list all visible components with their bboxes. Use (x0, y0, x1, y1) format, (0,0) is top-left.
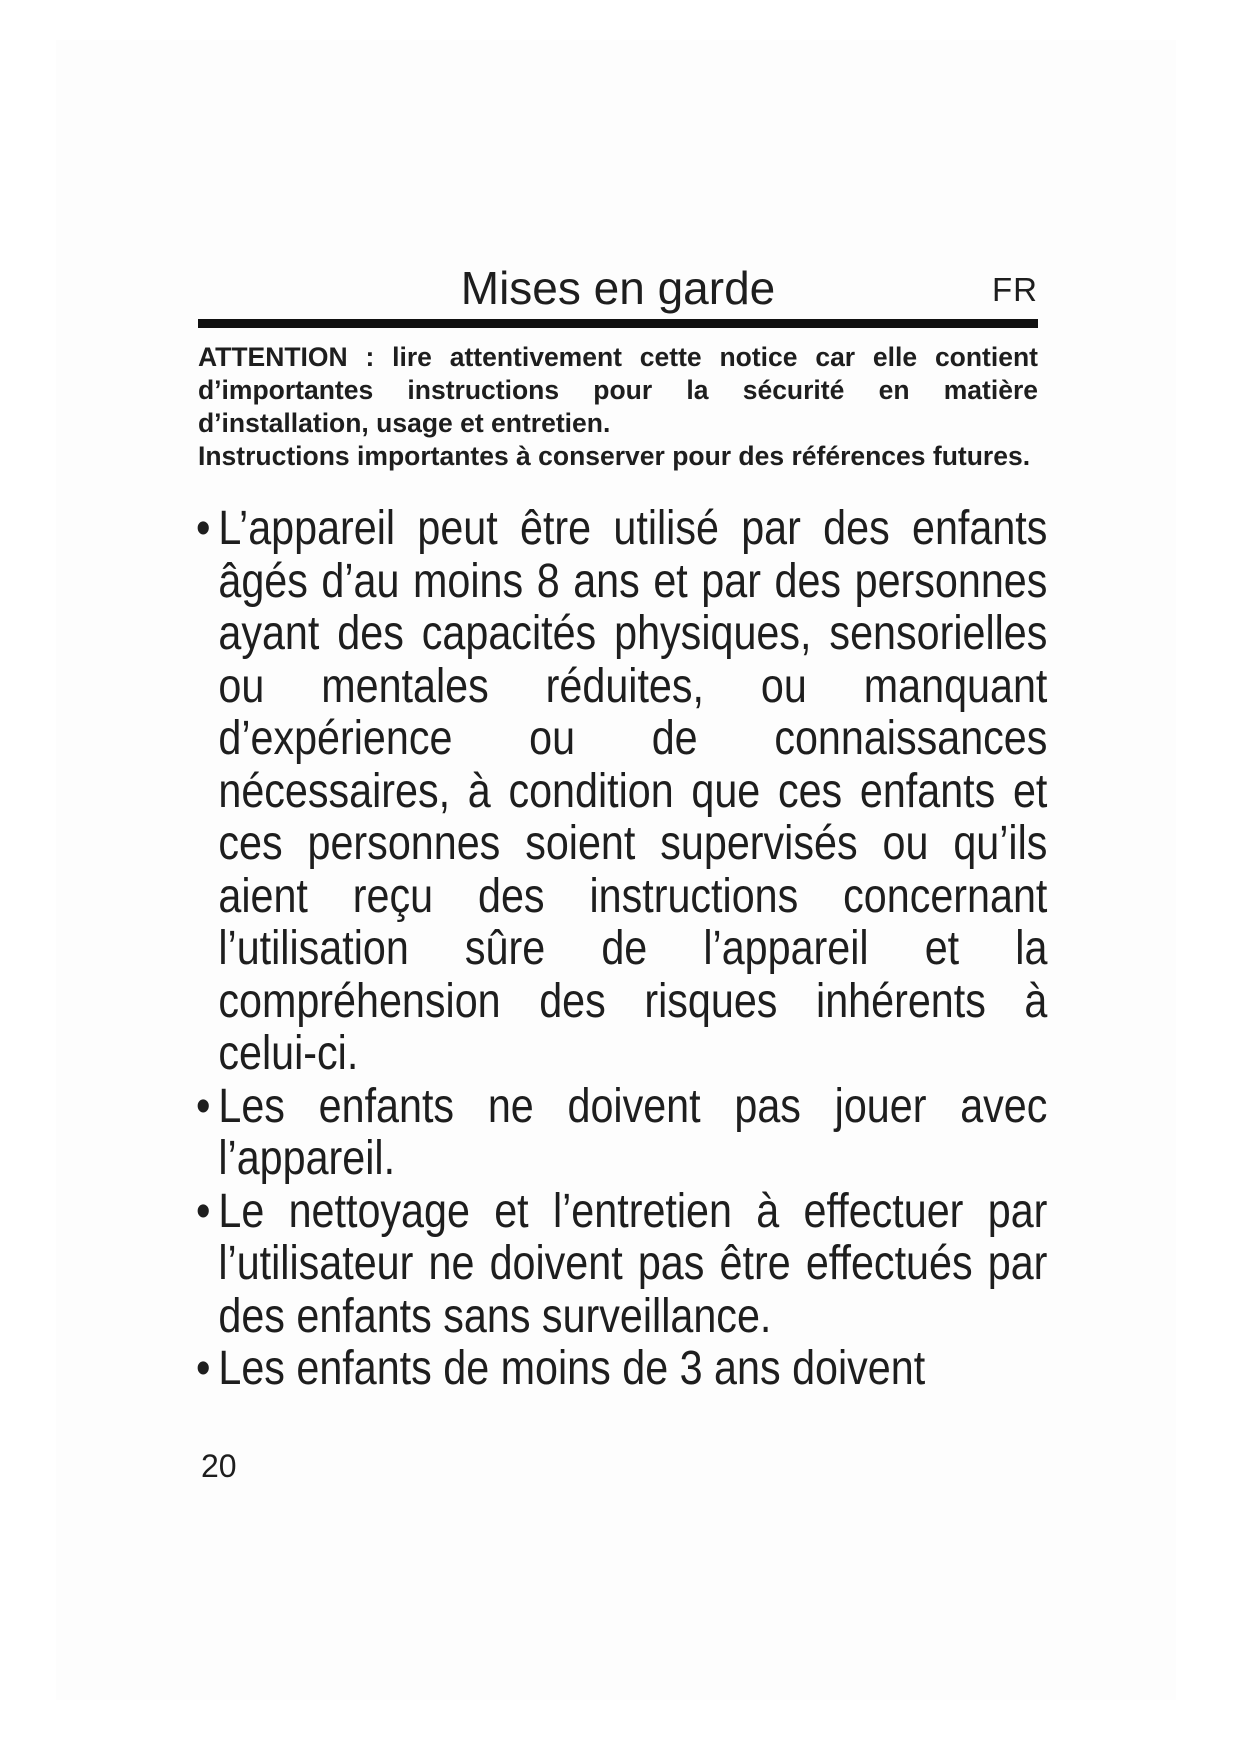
list-item (196, 503, 1047, 1081)
safety-warnings-list (196, 503, 1047, 1396)
list-item-text: Le nettoyage et l’entretien à effectuer par l’utilisateur ne doivent pas être effectués par des enfants sans surveillance. (218, 1184, 1048, 1343)
list-item-text: Les enfants ne doivent pas jouer avec l’appareil. (218, 1079, 1048, 1185)
list-item (196, 1186, 1047, 1344)
page-number: 20 (201, 1448, 237, 1484)
page-title: Mises en garde (460, 262, 776, 314)
bullet-icon: • (196, 1184, 211, 1238)
attention-paragraph: ATTENTION : lire attentivement cette notice car elle contient d’importantes instructions pour la sécurité en matière d’installation, usage et entretien. (198, 342, 1038, 438)
bullet-icon: • (196, 1342, 211, 1395)
header-divider (198, 319, 1038, 328)
list-item (196, 1343, 1047, 1396)
language-label: FR (992, 271, 1038, 308)
section-header (198, 258, 1038, 318)
list-item (196, 1081, 1047, 1186)
attention-notice (198, 341, 1038, 473)
attention-paragraph-keep: Instructions importantes à conserver pour des références futures. (198, 441, 1031, 471)
bullet-icon: • (196, 502, 211, 555)
list-item-text: Les enfants de moins de 3 ans doivent (218, 1342, 926, 1395)
list-item-text: L’appareil peut être utilisé par des enfants âgés d’au moins 8 ans et par des personnes ayant des capacités physiques, sensorielles ou mentales réduites, ou manquant d’expérience ou de connaissances nécessaires, à condition que ces enfants et ces personnes soient supervisés ou qu’ils aient reçu des instructions concernant l’utilisation sûre de l’appareil et la compréhension des risques inhérents à celui-ci. (218, 502, 1048, 1080)
bullet-icon: • (196, 1079, 211, 1133)
